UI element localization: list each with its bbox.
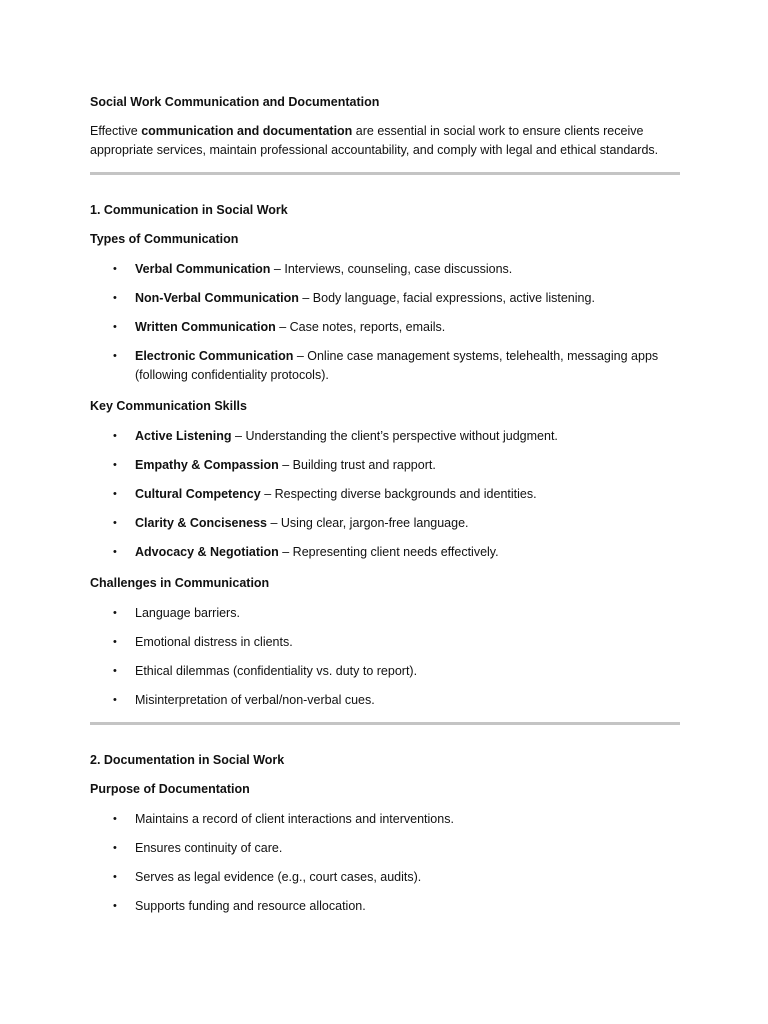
list-item: [90, 839, 680, 858]
item-text: – Case notes, reports, emails.: [275, 320, 446, 334]
bullet-icon: •: [113, 292, 117, 304]
list-item: [90, 456, 680, 475]
skills-heading: Key Communication Skills: [90, 399, 247, 413]
document-title: Social Work Communication and Documentation: [90, 95, 380, 109]
bullet-icon: •: [113, 607, 117, 619]
bullet-icon: •: [113, 665, 117, 677]
list-item: [90, 318, 680, 337]
list-item: [90, 691, 680, 710]
item-text: Serves as legal evidence (e.g., court cases, audits).: [135, 870, 422, 884]
list-item: [90, 633, 680, 652]
item-text: Language barriers.: [135, 606, 240, 620]
bullet-icon: •: [113, 694, 117, 706]
list-item: [90, 543, 680, 562]
bullet-icon: •: [113, 350, 117, 362]
item-label: Verbal Communication: [135, 262, 271, 276]
item-label: Cultural Competency: [135, 487, 261, 501]
item-label: Written Communication: [135, 320, 276, 334]
purpose-heading: Purpose of Documentation: [90, 782, 250, 796]
item-text: – Body language, facial expressions, active listening.: [298, 291, 595, 305]
item-text: Maintains a record of client interactions and interventions.: [135, 812, 454, 826]
item-label: Non-Verbal Communication: [135, 291, 299, 305]
intro-rest: are essential in social work to ensure clients receive appropriate services, maintain professional accountability, and comply with legal and ethical standards.: [90, 124, 659, 157]
challenges-heading: Challenges in Communication: [90, 576, 270, 590]
bullet-icon: •: [113, 488, 117, 500]
item-text: – Understanding the client’s perspective without judgment.: [231, 429, 558, 443]
item-text: – Representing client needs effectively.: [278, 545, 499, 559]
item-label: Clarity & Conciseness: [135, 516, 267, 530]
item-label: Active Listening: [135, 429, 232, 443]
section-divider: [90, 172, 680, 175]
item-text: – Online case management systems, telehealth, messaging apps (following confidentiality protocols).: [135, 349, 659, 382]
section-2-heading: 2. Documentation in Social Work: [90, 753, 285, 767]
item-text: Ethical dilemmas (confidentiality vs. duty to report).: [135, 664, 418, 678]
list-item: [90, 514, 680, 533]
bullet-icon: •: [113, 321, 117, 333]
types-list: [90, 260, 680, 385]
item-text: Emotional distress in clients.: [135, 635, 293, 649]
item-text: – Building trust and rapport.: [278, 458, 436, 472]
bullet-icon: •: [113, 813, 117, 825]
list-item: [90, 260, 680, 279]
bullet-icon: •: [113, 459, 117, 471]
list-item: [90, 485, 680, 504]
item-text: – Respecting diverse backgrounds and identities.: [260, 487, 537, 501]
list-item: [90, 347, 680, 385]
list-item: [90, 289, 680, 308]
list-item: [90, 868, 680, 887]
challenges-list: [90, 604, 680, 710]
intro-bold: communication and documentation: [141, 124, 353, 138]
section-divider: [90, 722, 680, 725]
bullet-icon: •: [113, 900, 117, 912]
skills-list: [90, 427, 680, 562]
types-heading: Types of Communication: [90, 232, 239, 246]
item-label: Empathy & Compassion: [135, 458, 279, 472]
item-label: Advocacy & Negotiation: [135, 545, 279, 559]
list-item: [90, 662, 680, 681]
list-item: [90, 810, 680, 829]
item-label: Electronic Communication: [135, 349, 294, 363]
item-text: – Interviews, counseling, case discussions.: [270, 262, 513, 276]
document-content: [90, 94, 680, 916]
intro-paragraph: [90, 122, 680, 160]
item-text: Ensures continuity of care.: [135, 841, 283, 855]
bullet-icon: •: [113, 636, 117, 648]
item-text: Supports funding and resource allocation.: [135, 899, 366, 913]
list-item: [90, 604, 680, 623]
item-text: Misinterpretation of verbal/non-verbal cues.: [135, 693, 375, 707]
intro-lead: Effective: [90, 124, 142, 138]
list-item: [90, 427, 680, 446]
bullet-icon: •: [113, 263, 117, 275]
section-1-heading: 1. Communication in Social Work: [90, 203, 288, 217]
bullet-icon: •: [113, 842, 117, 854]
bullet-icon: •: [113, 871, 117, 883]
bullet-icon: •: [113, 430, 117, 442]
bullet-icon: •: [113, 546, 117, 558]
item-text: – Using clear, jargon-free language.: [267, 516, 469, 530]
purpose-list: [90, 810, 680, 916]
list-item: [90, 897, 680, 916]
bullet-icon: •: [113, 517, 117, 529]
